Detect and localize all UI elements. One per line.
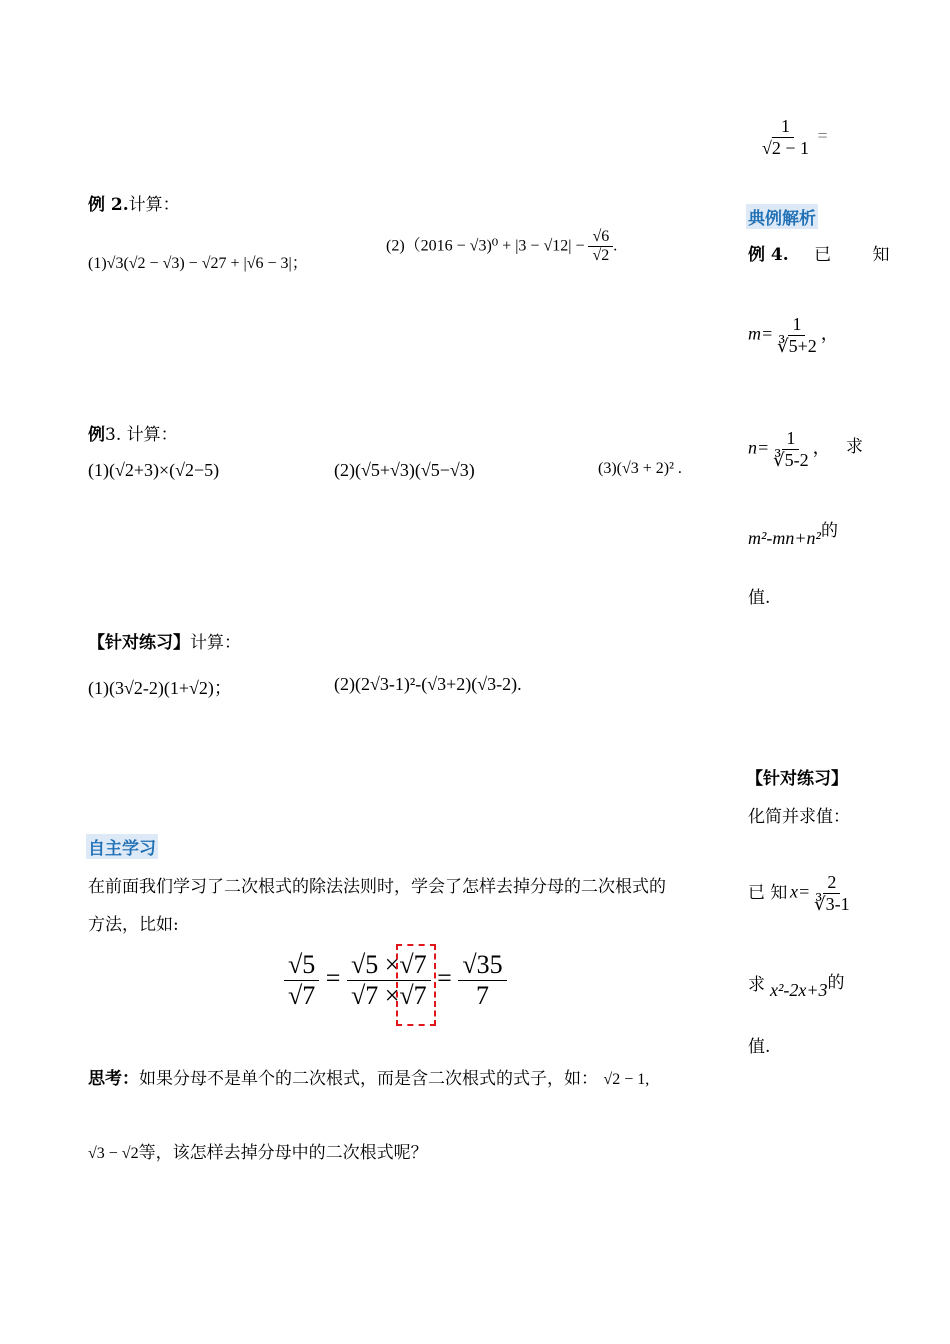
self-study-line-1: 在前面我们学习了二次根式的除法法则时，学会了怎样去掉分母的二次根式的 <box>88 877 666 897</box>
example-4-heading: 例 4. 已 知 <box>748 245 908 265</box>
practice-part-1: (1)(3√2-2)(1+√2)； <box>88 678 232 698</box>
example-3-part-1: (1)(√2+3)×(√2−5) <box>88 460 220 480</box>
practice-part-2: (2)(2√3-1)²-(√3+2)(√3-2). <box>334 674 522 694</box>
think-line-1: 思考：如果分母不是单个的二次根式，而是含二次根式的式子，如： √2 − 1, <box>88 1069 650 1089</box>
rationalize-equation: $\frac{√5}{√7}$ = $\frac{√5 \times√7}{√7 \times√7}$ = $\frac{√35}{7}$ <box>284 950 507 1011</box>
example-2-part-1: (1)√3(√2 − √3) − √27 + |√6 − 3|； <box>88 255 308 272</box>
x-definition: x= $\frac{2}{∛3-1}$ <box>790 872 850 914</box>
m-definition: m= $\frac{1}{∛5+2}$ ， <box>748 314 839 356</box>
highlight-box <box>396 944 436 1026</box>
top-fraction: $\frac{1}{√2 - 1}$ = <box>762 116 828 158</box>
right-practice-title: 【针对练习】 <box>746 769 848 789</box>
section-title-examples: 典例解析 <box>746 204 818 229</box>
yizhi-text: 已 知 <box>748 883 788 903</box>
example-2-part-2: (2)（2016 − √3)⁰ + |3 − √12| − $\frac{√6}{√2}$ . <box>386 228 618 265</box>
right-practice-text: 化简并求值： <box>748 807 850 827</box>
qiu-text: 求 <box>748 975 765 995</box>
m-n-expression: m²-mn+n²的 <box>748 521 838 548</box>
value-text: 值. <box>748 588 771 608</box>
example-2-heading: 例 2.计算： <box>88 195 180 215</box>
n-definition: n= $\frac{1}{∛5-2}$ ， <box>748 428 831 470</box>
self-study-line-2: 方法，比如: <box>88 915 179 935</box>
x-expression: x²-2x+3的 <box>770 973 845 1000</box>
example-3-part-2: (2)(√5+√3)(√5−√3) <box>334 460 475 480</box>
value-text-2: 值. <box>748 1037 771 1057</box>
example-3-part-3: (3)(√3 + 2)² . <box>598 460 682 477</box>
practice-heading: 【针对练习】计算： <box>88 633 241 653</box>
example-3-heading: 例3. 计算： <box>88 425 178 445</box>
n-qiu: 求 <box>846 437 863 457</box>
think-line-2: √3 − √2等，该怎样去掉分母中的二次根式呢？ <box>88 1143 428 1163</box>
section-title-self-study: 自主学习 <box>86 834 158 859</box>
